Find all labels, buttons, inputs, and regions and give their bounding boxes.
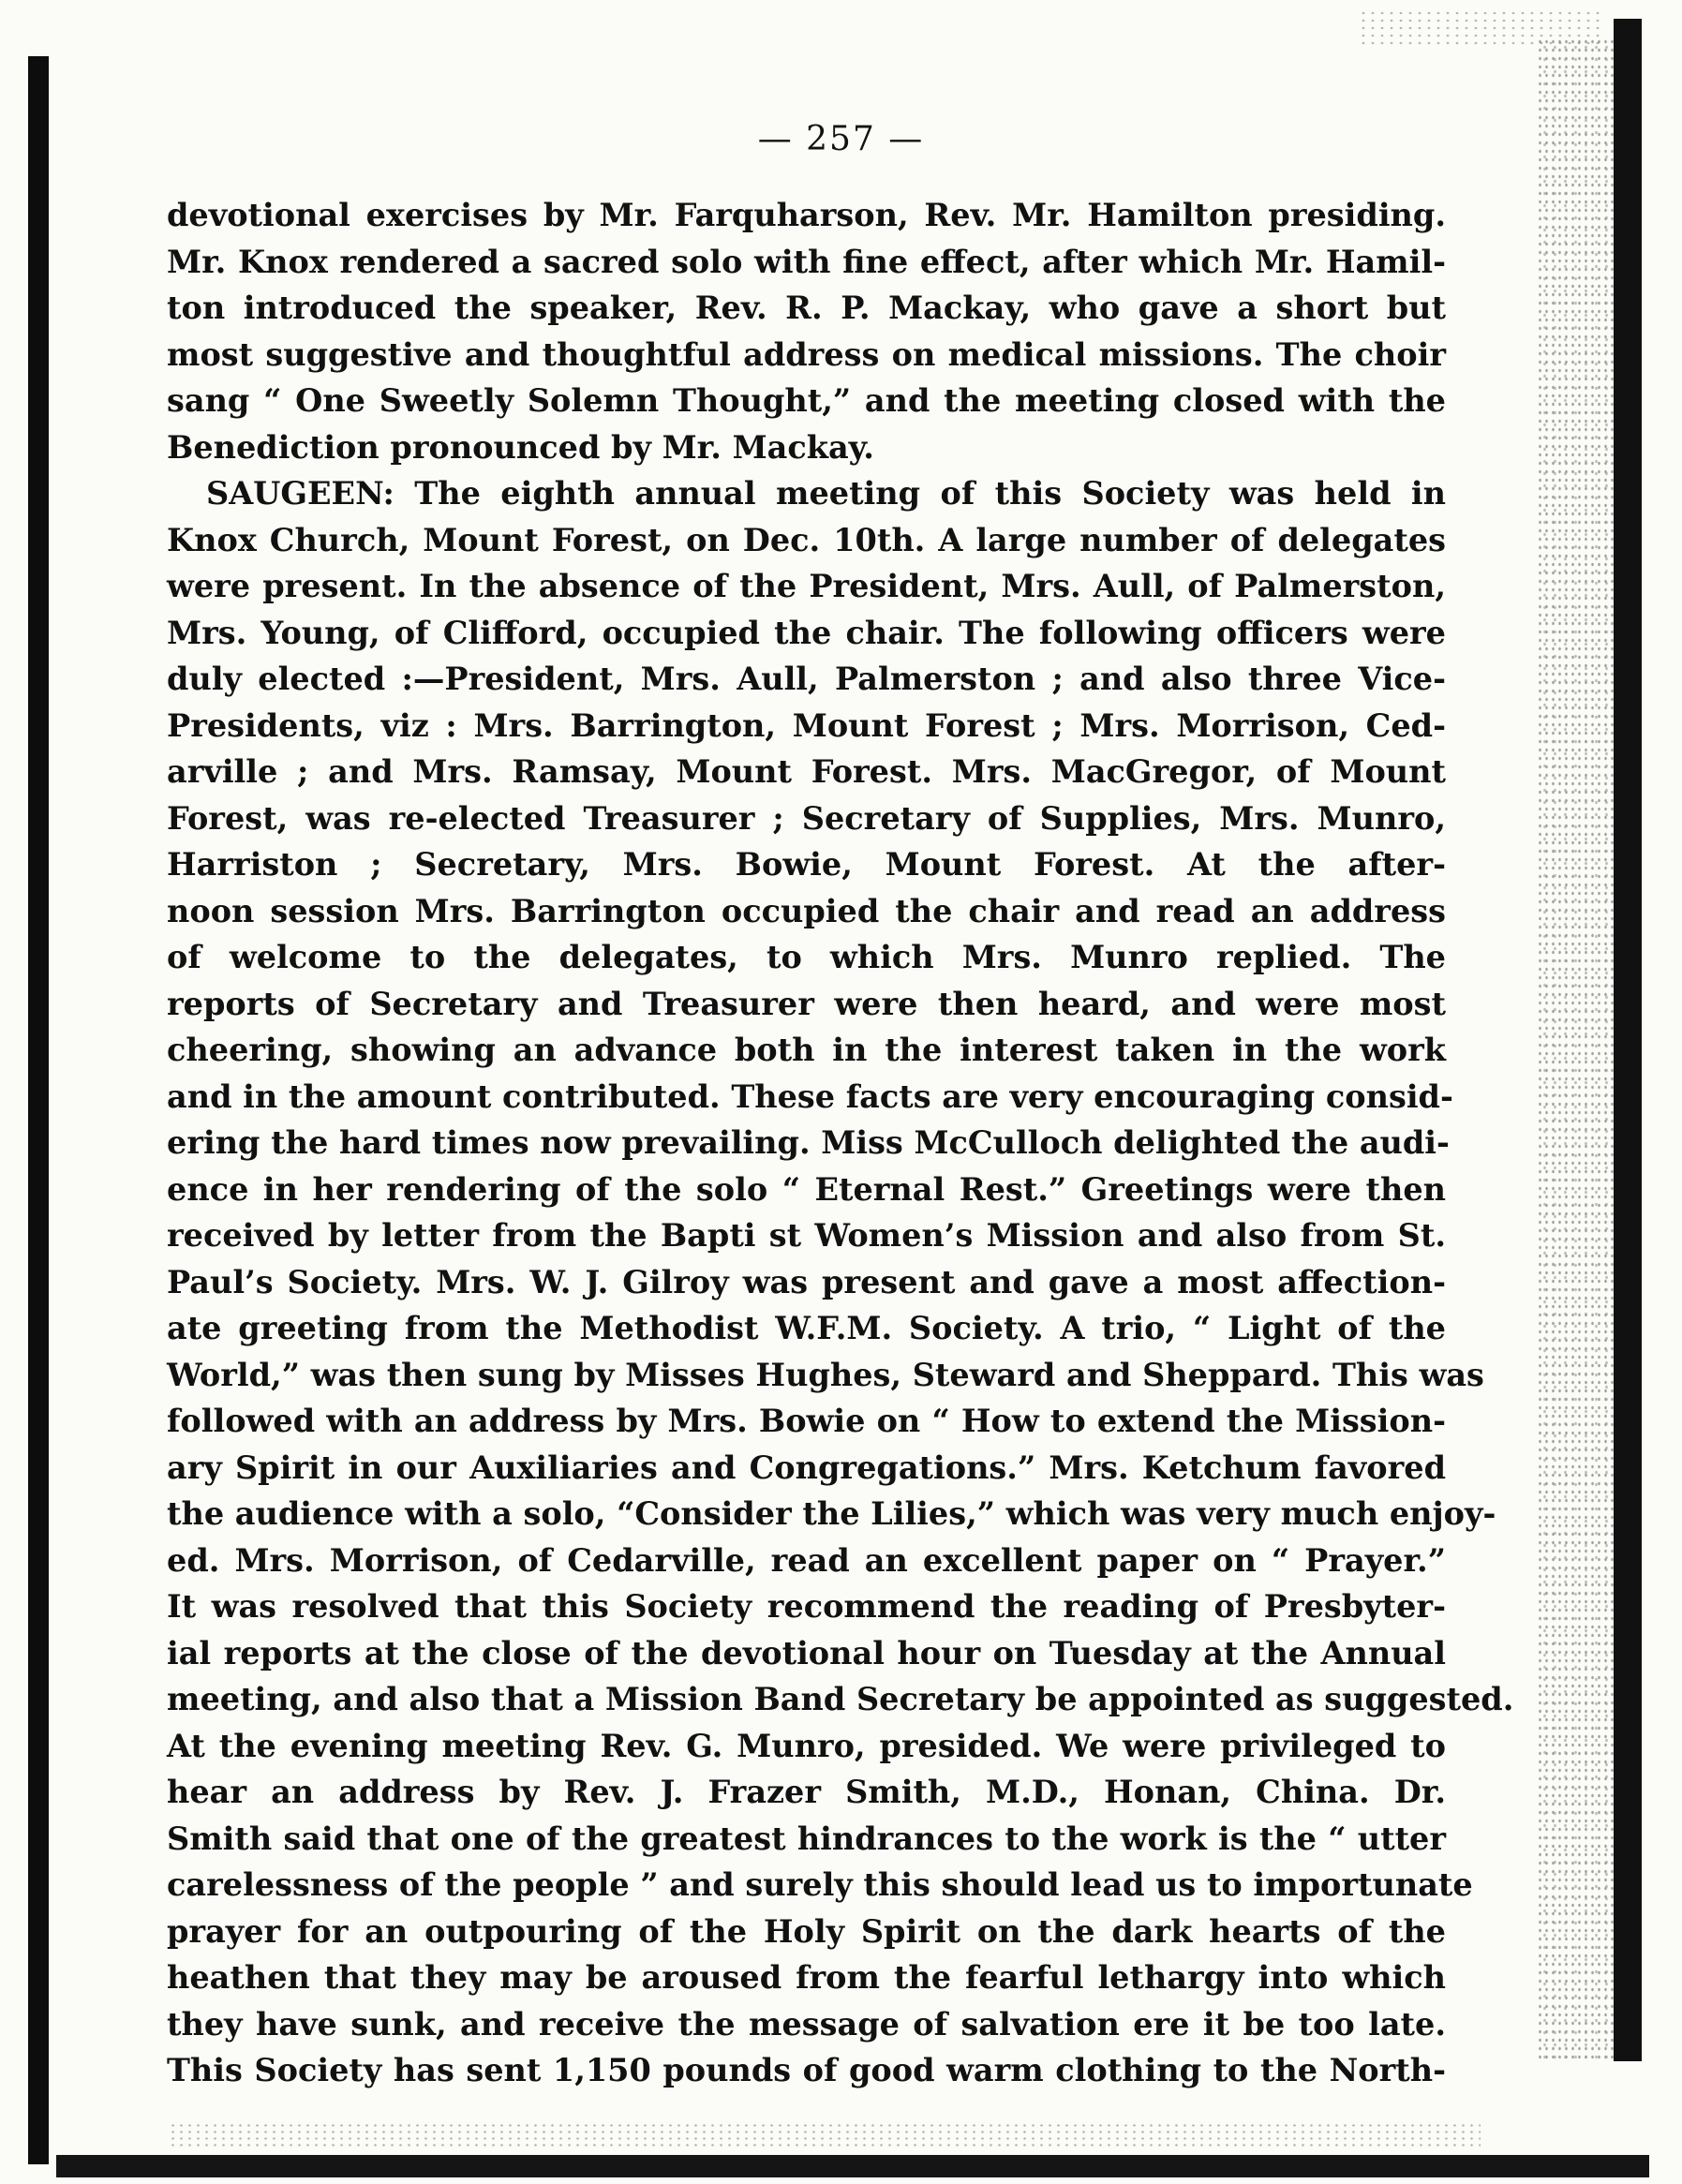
text-line: At the evening meeting Rev. G. Munro, presided. We were privileged to: [167, 1727, 1446, 1764]
text-line: and in the amount contributed. These facts are very encouraging consid-: [167, 1077, 1453, 1115]
text-line: reports of Secretary and Treasurer were then heard, and were most: [167, 985, 1446, 1022]
text-line: carelessness of the people ” and surely this should lead us to importunate: [167, 1866, 1473, 1903]
text-line: Mrs. Young, of Clifford, occupied the chair. The following officers were: [167, 614, 1446, 651]
text-line: noon session Mrs. Barrington occupied the chair and read an address: [167, 892, 1446, 929]
body-text: [167, 192, 1514, 2094]
text-line: heathen that they may be aroused from the fearful lethargy into which: [167, 1959, 1446, 1996]
text-line: Smith said that one of the greatest hindrances to the work is the “ utter: [167, 1820, 1446, 1857]
text-line: were present. In the absence of the President, Mrs. Aull, of Palmerston,: [167, 568, 1446, 604]
page-number: — 257 —: [757, 120, 925, 158]
text-line: devotional exercises by Mr. Farquharson, Rev. Mr. Hamilton presiding.: [167, 197, 1446, 233]
text-line: Forest, was re-elected Treasurer ; Secretary of Supplies, Mrs. Munro,: [167, 799, 1446, 837]
text-line: Presidents, viz : Mrs. Barrington, Mount Forest ; Mrs. Morrison, Ced-: [167, 706, 1446, 744]
text-line: of welcome to the delegates, to which Mrs. Munro replied. The: [167, 939, 1446, 975]
text-line: ial reports at the close of the devotional hour on Tuesday at the Annual: [167, 1634, 1446, 1671]
scan-noise-top: [1359, 9, 1602, 47]
text-line: ate greeting from the Methodist W.F.M. Society. A trio, “ Light of the: [167, 1310, 1446, 1346]
text-line: Knox Church, Mount Forest, on Dec. 10th. A large number of delegates: [167, 521, 1446, 558]
text-line: Paul’s Society. Mrs. W. J. Gilroy was present and gave a most affection-: [167, 1263, 1446, 1300]
text-line: prayer for an outpouring of the Holy Spirit on the dark hearts of the: [167, 1912, 1446, 1950]
text-line: Harriston ; Secretary, Mrs. Bowie, Mount Forest. At the after-: [167, 846, 1446, 883]
scan-noise-bottom: [169, 2122, 1481, 2148]
scan-edge-left: [28, 56, 49, 2164]
text-line: ton introduced the speaker, Rev. R. P. Mackay, who gave a short but: [167, 290, 1446, 326]
text-line: ering the hard times now prevailing. Miss McCulloch delighted the audi-: [167, 1124, 1450, 1161]
text-line: SAUGEEN: The eighth annual meeting of this Society was held in: [206, 475, 1446, 512]
text-line: arville ; and Mrs. Ramsay, Mount Forest. Mrs. MacGregor, of Mount: [167, 753, 1446, 790]
text-line: ed. Mrs. Morrison, of Cedarville, read an excellent paper on “ Prayer.”: [167, 1541, 1446, 1579]
scan-edge-bottom: [56, 2155, 1649, 2177]
text-line: World,” was then sung by Misses Hughes, Steward and Sheppard. This was: [167, 1356, 1484, 1393]
scan-edge-right: [1614, 19, 1642, 2061]
text-line: most suggestive and thoughtful address on medical missions. The choir: [167, 335, 1446, 373]
text-line: hear an address by Rev. J. Frazer Smith, M.D., Honan, China. Dr.: [167, 1774, 1446, 1810]
text-line: received by letter from the Bapti st Women’s Mission and also from St.: [167, 1217, 1446, 1254]
text-line: cheering, showing an advance both in the interest taken in the work: [167, 1032, 1446, 1068]
text-line: duly elected :—President, Mrs. Aull, Palmerston ; and also three Vice-: [167, 661, 1446, 697]
text-line: they have sunk, and receive the message of salvation ere it be too late.: [167, 2005, 1446, 2043]
text-line: This Society has sent 1,150 pounds of good warm clothing to the North-: [167, 2052, 1446, 2088]
text-line: It was resolved that this Society recommend the reading of Presbyter-: [167, 1588, 1446, 1625]
text-line: the audience with a solo, “Consider the Lilies,” which was very much enjoy-: [167, 1495, 1496, 1532]
text-line: ary Spirit in our Auxiliaries and Congregations.” Mrs. Ketchum favored: [167, 1449, 1446, 1486]
text-line: followed with an address by Mrs. Bowie on “ How to extend the Mission-: [167, 1403, 1446, 1439]
text-line: Mr. Knox rendered a sacred solo with fine effect, after which Mr. Hamil-: [167, 243, 1446, 280]
scan-noise-right: [1537, 37, 1614, 2061]
text-line: ence in her rendering of the solo “ Eternal Rest.” Greetings were then: [167, 1170, 1446, 1208]
text-line: meeting, and also that a Mission Band Secretary be appointed as suggested.: [167, 1681, 1514, 1717]
text-line: sang “ One Sweetly Solemn Thought,” and the meeting closed with the: [167, 382, 1446, 419]
text-line: Benediction pronounced by Mr. Mackay.: [167, 428, 874, 466]
